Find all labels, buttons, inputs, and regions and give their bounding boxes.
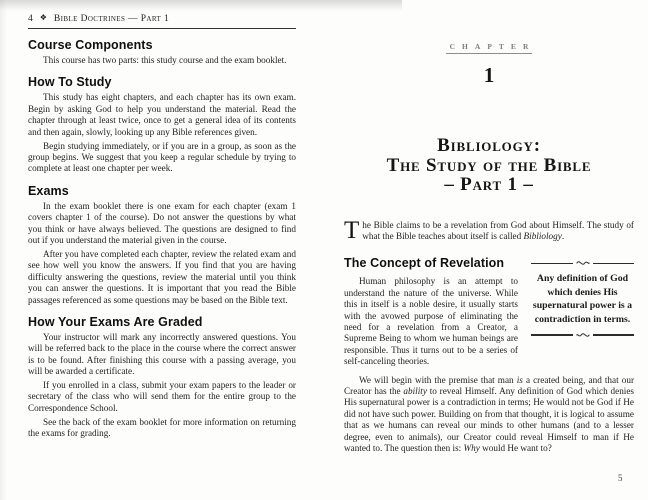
- paragraph: If you enrolled in a class, submit your exam papers to the leader or secretary of the class who will send them for the entire group to the Correspondence School.: [28, 380, 296, 413]
- chapter-title: [344, 136, 634, 195]
- paragraph: See the back of the exam booklet for more information on returning the exams for grading.: [28, 416, 296, 439]
- intro-text: he Bible claims to be a revelation from God about Himself. The study of what the Bible teaches about itself is called Bibliology.: [362, 219, 634, 241]
- header-rule: [28, 28, 296, 29]
- diamond-ornament-icon: ❖: [39, 13, 47, 22]
- section-heading: The Concept of Revelation: [344, 256, 505, 271]
- section-how-to-study: [28, 75, 296, 174]
- chapter-label: C H A P T E R: [446, 42, 532, 54]
- paragraph: Human philosophy is an attempt to understand the nature of the universe. While this in itself is a noble desire, it usually starts with the avowed purpose of eliminating the need for a revelation from a Creator, a Supreme Being to whom we human beings are responsible. Thus it turns out to be a series of self-canceling theories.: [344, 276, 518, 367]
- page-number: 5: [618, 473, 623, 483]
- chapter-block: [344, 36, 634, 88]
- section-heading: Course Components: [28, 38, 153, 52]
- floral-ornament-icon: [576, 259, 590, 267]
- paragraph: Your instructor will mark any incorrectly answered questions. You will be referred back to the place in the course where the correct answer is to be found. After finishing this course with a passing average, you will be awarded a certificate.: [28, 331, 296, 377]
- page-number: 4: [28, 14, 33, 24]
- intro-paragraph: [344, 216, 634, 244]
- paragraph: Begin studying immediately, or if you are in a group, as soon as the group begins. We suggest that you keep a regular schedule by trying to complete at least one chapter per week.: [28, 140, 296, 174]
- section-how-exams-graded: [28, 315, 296, 440]
- closing-paragraph: We will begin with the premise that man is a created being, and that our Creator has the ability to reveal Himself. Any definition of God which denies His supernatural power is a contradiction in terms; He would not be God if He did not have such power. Building on from that thought, it is logical to assume that as we humans can reveal our minds to other humans (and to a lesser degree, even to animals), our Creator could reveal Himself to man if He wanted to. The question then is: Why would He want to?: [344, 374, 634, 453]
- rule-line: [531, 334, 573, 335]
- section-heading: Exams: [28, 183, 69, 198]
- chapter-number: 1: [483, 63, 495, 87]
- quote-rule-bottom: [531, 331, 634, 339]
- left-page: [28, 14, 296, 442]
- section-exams: [28, 184, 296, 306]
- scan-edge-shadow-left: [0, 0, 7, 500]
- quote-rule-top: [531, 259, 634, 267]
- title-line-1: Bibliology:: [437, 135, 541, 156]
- pull-quote-text: Any definition of God which denies His supernatural power is a contradiction in terms.: [532, 273, 633, 325]
- paragraph: This course has two parts: this study course and the exam booklet.: [43, 55, 287, 65]
- title-line-3: – Part 1 –: [444, 174, 534, 195]
- title-line-2: The Study of the Bible: [386, 154, 592, 176]
- rule-line: [593, 334, 635, 335]
- section-heading: How To Study: [28, 75, 112, 90]
- section-course-components: [28, 38, 296, 66]
- floral-ornament-icon: [576, 331, 590, 339]
- scan-edge-shadow: [0, 0, 402, 11]
- two-column-section: [344, 256, 634, 367]
- right-page: [344, 36, 634, 457]
- section-heading: How Your Exams Are Graded: [28, 314, 203, 329]
- pull-quote: [531, 256, 634, 367]
- drop-cap: T: [344, 216, 360, 244]
- paragraph: In the exam booklet there is one exam for each chapter (exam 1 covers chapter 1 of the course). Do not answer the questions by what you think or have always believed. The questions are designed to find out if you understand the material given in the course.: [28, 200, 296, 245]
- rule-line: [593, 263, 635, 264]
- rule-line: [531, 263, 573, 264]
- paragraph: After you have completed each chapter, review the related exam and see how well you know the answers. If you find that you are having difficulty answering the questions, review the material until you think you can answer the questions. It is important that you read the Bible passages referenced as some questions may be based on the Bible text.: [28, 248, 296, 305]
- running-header-title: Bible Doctrines — Part 1: [53, 14, 170, 24]
- running-header: [28, 14, 296, 24]
- main-column: [344, 256, 518, 367]
- paragraph: This study has eight chapters, and each chapter has its own exam. Begin by asking God to help you understand the material. Read the chapter through at least twice, once to get a general idea of its contents and then again, slowly, looking up any Bible references given.: [28, 92, 296, 137]
